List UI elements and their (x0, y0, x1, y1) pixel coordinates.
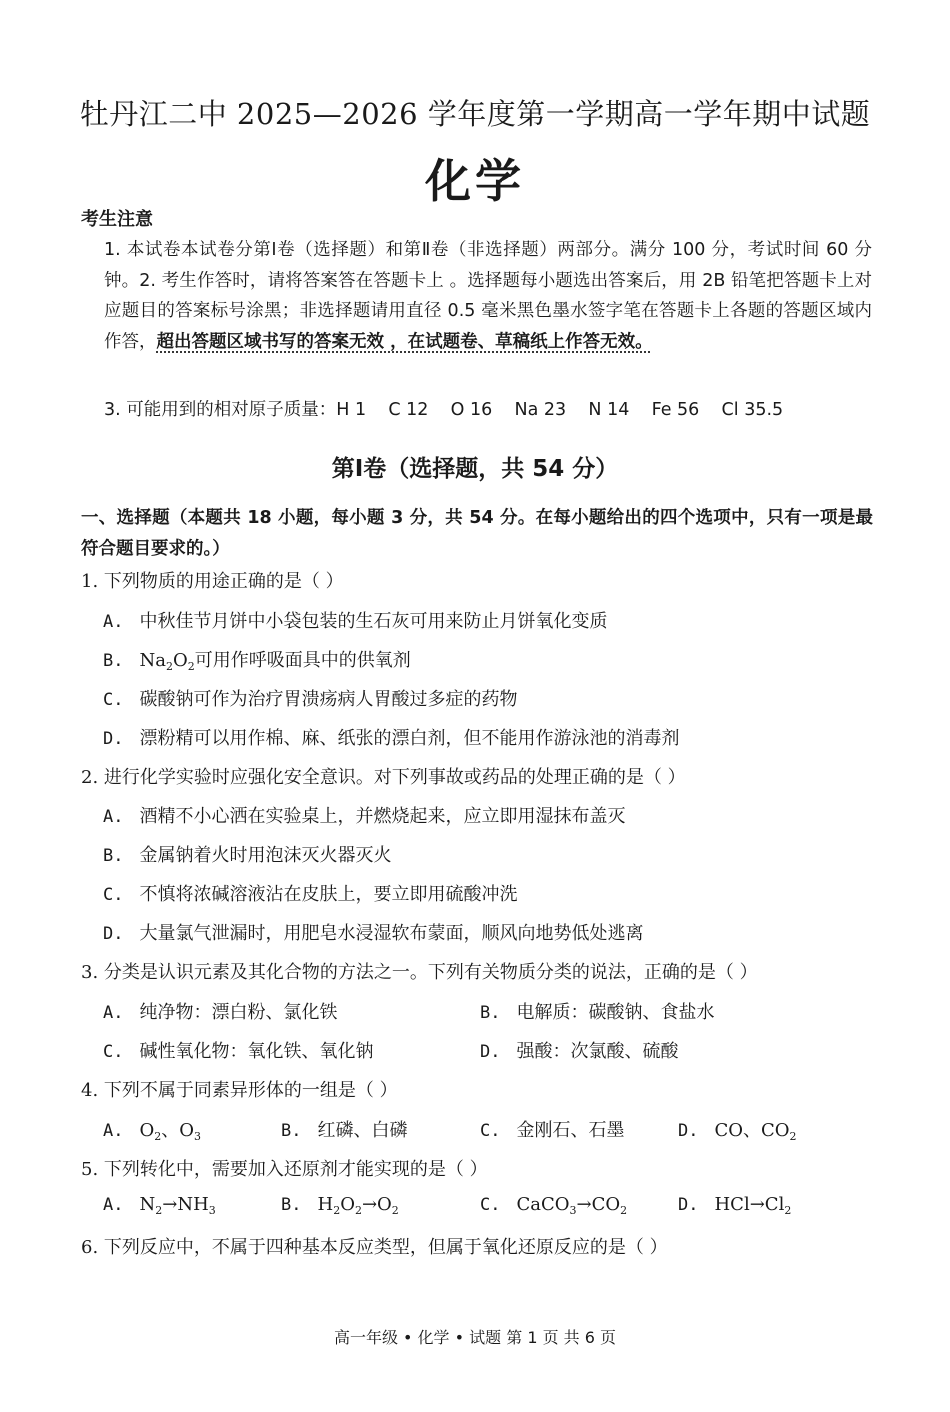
option-text: 碳酸钠可作为治疗胃溃疡病人胃酸过多症的药物 (139, 689, 518, 710)
question-1-stem: 1. 下列物质的用途正确的是（ ） (81, 571, 344, 592)
option-letter: A. (103, 1121, 124, 1141)
option-text: 金属钠着火时用泡沫灭火器灭火 (139, 845, 392, 866)
option-text: 强酸：次氯酸、硫酸 (516, 1041, 679, 1062)
q2-option-d (103, 919, 643, 945)
option-text: 不慎将浓碱溶液沾在皮肤上，要立即用硫酸冲洗 (139, 884, 518, 905)
q4-option-c (480, 1116, 624, 1142)
option-letter: C. (103, 885, 124, 905)
option-letter: D. (103, 924, 124, 944)
notice-emphasis: 超出答题区域书写的答案无效 ，在试题卷、草稿纸上作答无效。 (156, 331, 653, 352)
option-letter: C. (480, 1121, 501, 1141)
question-5-stem: 5. 下列转化中，需要加入还原剂才能实现的是（ ） (81, 1159, 488, 1180)
q2-option-b (103, 841, 391, 867)
option-text: 中秋佳节月饼中小袋包装的生石灰可用来防止月饼氧化变质 (139, 611, 608, 632)
option-letter: A. (103, 807, 124, 827)
question-3-stem: 3. 分类是认识元素及其化合物的方法之一。下列有关物质分类的说法，正确的是（ ） (81, 962, 758, 983)
q3-option-c (103, 1037, 373, 1063)
formula-part: H (317, 1194, 334, 1215)
question-4-stem: 4. 下列不属于同素异形体的一组是（ ） (81, 1080, 398, 1101)
option-text: 大量氯气泄漏时，用肥皂水浸湿软布蒙面，顺风向地势低处逃离 (139, 923, 644, 944)
formula-sub: 2 (620, 1204, 628, 1217)
q3-option-a (103, 998, 337, 1024)
option-text: 电解质：碳酸钠、食盐水 (516, 1002, 715, 1023)
formula-sub: 3 (194, 1130, 202, 1143)
option-text: 可用作呼吸面具中的供氧剂 (194, 650, 411, 671)
formula-sub: 2 (165, 660, 173, 673)
formula-sub: 3 (208, 1204, 216, 1217)
formula-sub: 2 (155, 1204, 163, 1217)
q1-option-d (103, 724, 679, 750)
option-text: 酒精不小心洒在实验桌上，并燃烧起来，应立即用湿抹布盖灭 (139, 806, 626, 827)
formula-part: O (340, 1194, 355, 1215)
exam-title: 牡丹江二中 2025—2026 学年度第一学期高一学年期中试题 (79, 97, 871, 131)
formula-sub: 2 (333, 1204, 341, 1217)
q5-option-b (281, 1194, 399, 1217)
option-letter: A. (103, 1003, 124, 1023)
option-text: 碱性氧化物：氧化铁、氧化钠 (139, 1041, 374, 1062)
formula-part: O (172, 650, 188, 671)
formula-part: Na (139, 650, 166, 671)
option-letter: D. (678, 1121, 699, 1141)
q5-option-a (103, 1194, 216, 1217)
q2-option-c (103, 880, 517, 906)
formula-sub: 3 (569, 1204, 577, 1217)
formula-part: CaCO (516, 1194, 570, 1215)
formula-sub: 2 (784, 1204, 792, 1217)
q4-option-d (678, 1116, 797, 1143)
notice-text: 1. 本试卷本试卷分第Ⅰ卷（选择题）和第Ⅱ卷（非选择题）两部分。满分 100 分，考试时间 60 分钟。2. 考生作答时，请将答案答在答题卡上 。选择题每小题选出答案后，用 2B 铅笔把答题卡上对 应题目的答案标号涂黑；非选择题请用直径 0.5 毫米黑色墨水签字笔在答题卡上各题的答题区域内作答， (104, 240, 872, 352)
option-letter: A. (103, 612, 124, 632)
option-letter: C. (103, 690, 124, 710)
question-2-stem: 2. 进行化学实验时应强化安全意识。对下列事故或药品的处理正确的是（ ） (81, 767, 686, 788)
option-text: 红磷、白磷 (317, 1120, 408, 1141)
formula-sub: 2 (789, 1130, 797, 1143)
option-letter: B. (480, 1003, 501, 1023)
option-letter: D. (678, 1195, 699, 1215)
option-letter: C. (103, 1042, 124, 1062)
option-letter: C. (480, 1195, 501, 1215)
q4-option-a (103, 1116, 201, 1143)
option-text: 纯净物：漂白粉、氯化铁 (139, 1002, 338, 1023)
q1-option-b (103, 646, 411, 673)
q2-option-a (103, 802, 625, 828)
formula-part: →CO (576, 1194, 621, 1215)
formula-part: O (139, 1120, 155, 1141)
option-letter: D. (480, 1042, 501, 1062)
section-heading: 第Ⅰ卷（选择题，共 54 分） (331, 456, 619, 482)
option-letter: A. (103, 1195, 124, 1215)
notice-title: 考生注意 (81, 209, 153, 230)
formula-sub: 2 (154, 1130, 162, 1143)
notice-item-3: 3. 可能用到的相对原子质量：H 1 C 12 O 16 Na 23 N 14 Fe 56 Cl 35.5 (104, 400, 784, 420)
q5-option-c (480, 1194, 627, 1217)
formula-part: 、O (161, 1120, 195, 1141)
option-letter: B. (281, 1195, 302, 1215)
q5-option-d (678, 1194, 791, 1217)
option-text: 漂粉精可以用作棉、麻、纸张的漂白剂，但不能用作游泳池的消毒剂 (139, 728, 680, 749)
section-intro: 一、选择题（本题共 18 小题，每小题 3 分，共 54 分。在每小题给出的四个选项中，只有一项是最符合题目要求的。） (81, 508, 873, 559)
formula-part: N (139, 1194, 156, 1215)
question-6-stem: 6. 下列反应中，不属于四种基本反应类型，但属于氧化还原反应的是（ ） (81, 1237, 668, 1258)
option-letter: B. (103, 651, 124, 671)
formula-sub: 2 (354, 1204, 362, 1217)
formula-part: →O (361, 1194, 392, 1215)
formula-part: HCl→Cl (714, 1194, 785, 1215)
formula-part: →NH (162, 1194, 209, 1215)
q4-option-b (281, 1116, 407, 1142)
q1-option-c (103, 685, 517, 711)
option-letter: D. (103, 729, 124, 749)
option-text: 金刚石、石墨 (516, 1120, 625, 1141)
q3-option-b (480, 998, 714, 1024)
formula-sub: 2 (391, 1204, 399, 1217)
q1-option-a (103, 607, 607, 633)
option-letter: B. (103, 846, 124, 866)
formula-sub: 2 (187, 660, 195, 673)
notice-item-1 (104, 235, 872, 357)
q3-option-d (480, 1037, 678, 1063)
subject-title: 化学 (425, 154, 525, 208)
option-letter: B. (281, 1121, 302, 1141)
page-footer: 高一年级 • 化学 • 试题 第 1 页 共 6 页 (333, 1328, 617, 1347)
formula-part: CO、CO (714, 1120, 790, 1141)
